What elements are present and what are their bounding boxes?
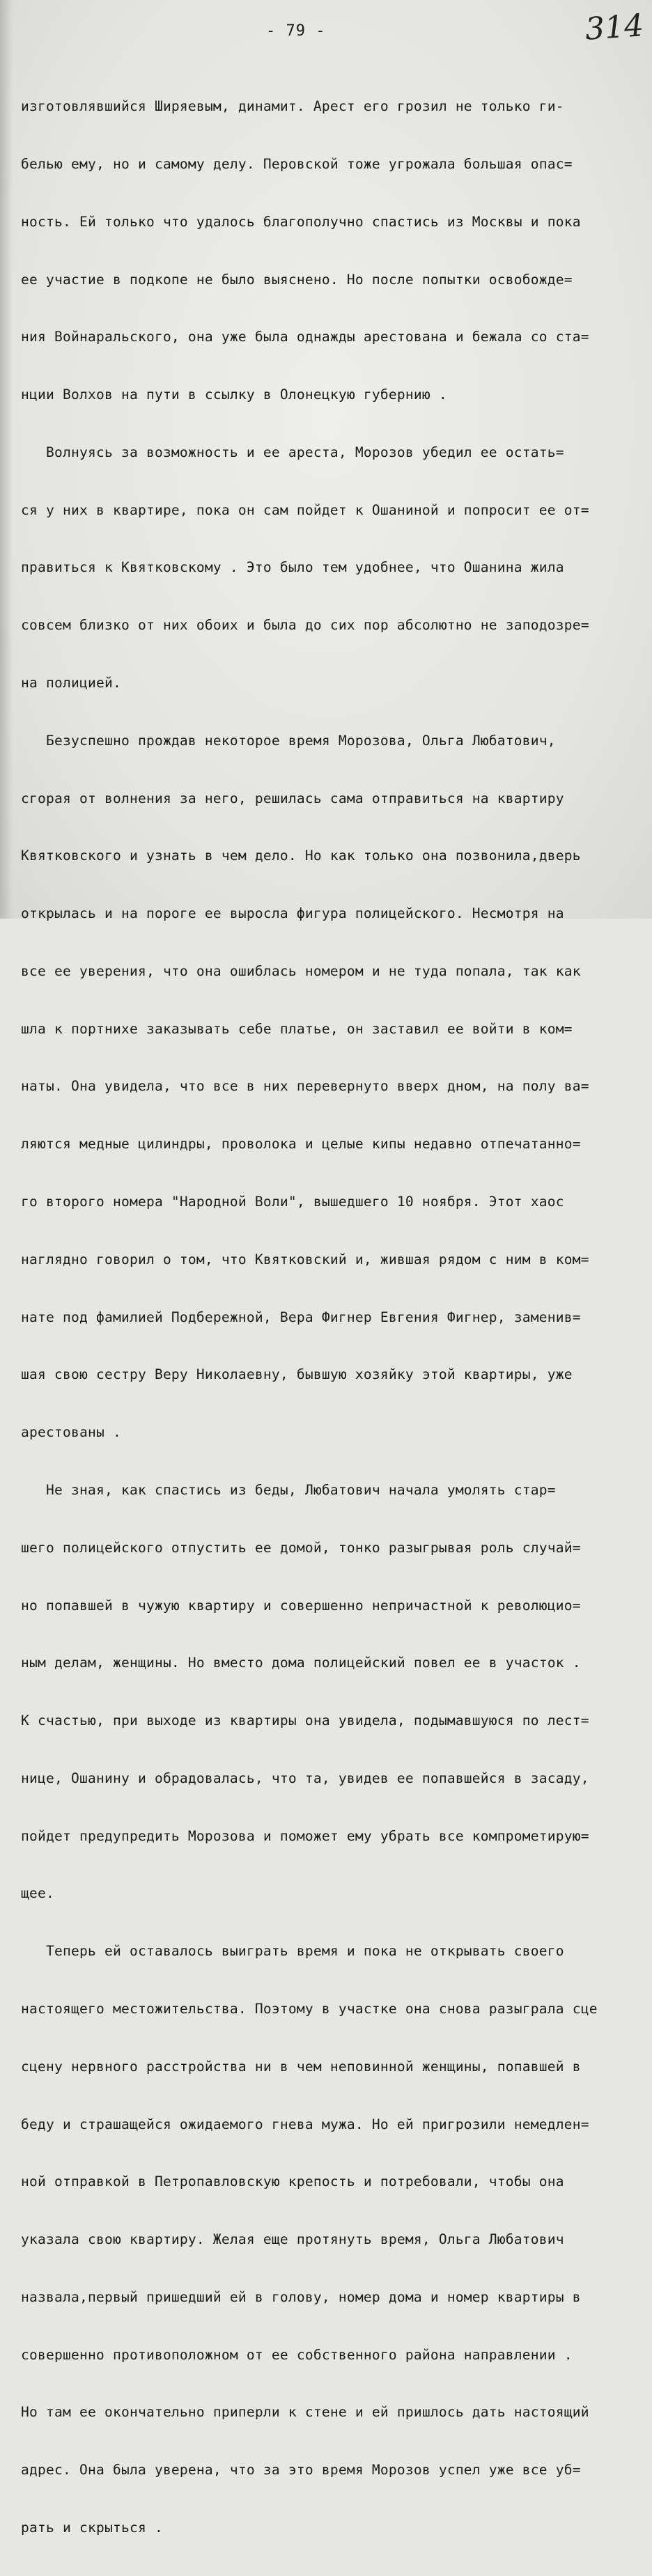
text-line: сгорая от волнения за него, решилась сама отправиться на квартиру [21,790,564,806]
text-line: назвала,первый пришедший ей в голову, номер дома и номер квартиры в [21,2288,581,2305]
text-line: наты. Она увидела, что все в них перевернуто вверх дном, на полу ва= [21,1078,589,1095]
text-line: сцену нервного расстройства ни в чем неповинной женщины, попавшей в [21,2058,581,2075]
text-line: совсем близко от них обоих и была до сих пор абсолютно не заподозре= [21,617,589,634]
text-line: все ее уверения, что она ошиблась номером и не туда попала, так как [21,962,581,979]
text-line: правиться к Квятковскому . Это было тем удобнее, что Ошанина жила [21,559,564,576]
scan-edge-shadow [0,0,13,919]
text-line: ность. Ей только что удалось благополучно спастись из Москвы и пока [21,213,581,230]
text-line: адрес. Она была уверена, что за это время Морозов успел уже все уб= [21,2462,581,2479]
text-line: Безуспешно прождав некоторое время Морозова, Ольга Любатович, [21,732,556,749]
text-line: Волнуясь за возможность и ее ареста, Морозов убедил ее остать= [21,444,564,460]
text-line: открылась и на пороге ее выросла фигура полицейского. Несмотря на [21,905,564,922]
text-line: К счастью, при выходе из квартиры она увидела, подымавшуюся по лест= [21,1712,589,1729]
text-line: белью ему, но и самому делу. Перовской тоже угрожала большая опас= [21,155,573,172]
handwritten-sheet-number: 314 [584,8,645,47]
typewritten-body [21,58,642,2576]
text-line: наглядно говорил о том, что Квятковский и, жившая рядом с ним в ком= [21,1251,589,1267]
text-line: шая свою сестру Веру Николаевну, бывшую хозяйку этой квартиры, уже [21,1366,573,1383]
text-line: изготовлявшийся Ширяевым, динамит. Арест его грозил не только ги- [21,98,564,115]
text-line: ляются медные цилиндры, проволока и целые кипы недавно отпечатанно= [21,1136,581,1153]
text-line: Не зная, как спастись из беды, Любатович начала умолять стар= [21,1481,556,1498]
text-line: нате под фамилией Подбережной, Вера Фигнер Евгения Фигнер, заменив= [21,1309,581,1325]
text-line: указала свою квартиру. Желая еще протянуть время, Ольга Любатович [21,2231,564,2248]
text-line: ной отправкой в Петропавловскую крепость и потребовали, чтобы она [21,2173,564,2190]
text-line: пойдет предупредить Морозова и поможет ему убрать все компрометирую= [21,1827,589,1844]
text-line: ным делам, женщины. Но вместо дома полицейский повел ее в участок . [21,1655,581,1671]
text-line: го второго номера "Народной Воли", вышедшего 10 ноября. Этот хаос [21,1194,564,1210]
text-line: нции Волхов на пути в ссылку в Олонецкую губернию . [21,387,447,403]
text-line: рать и скрыться . [21,2520,163,2536]
text-line: щее. [21,1885,54,1902]
text-line: арестованы . [21,1424,121,1441]
text-line: ее участие в подкопе не было выяснено. Но после попытки освобожде= [21,271,573,288]
text-line: Теперь ей оставалось выиграть время и пока не открывать своего [21,1943,564,1960]
text-line: шего полицейского отпустить ее домой, тонко разыгрывая роль случай= [21,1539,581,1556]
text-line: шла к портнихе заказывать себе платье, он заставил ее войти в ком= [21,1020,573,1037]
text-line: совершенно противоположном от ее собственного района направлении . [21,2346,573,2363]
text-line: на полицией. [21,675,121,691]
text-line: Но там ее окончательно приперли к стене и ей пришлось дать настоящий [21,2404,589,2421]
text-line: беду и страшащейся ожидаемого гнева мужа. Но ей пригрозили немедлен= [21,2116,589,2132]
text-line: настоящего местожительства. Поэтому в участке она снова разыграла сце [21,2000,598,2017]
text-line: Квятковского и узнать в чем дело. Но как только она позвонила,дверь [21,848,581,864]
page-number: - 79 - [266,22,326,40]
text-line: ся у них в квартире, пока он сам пойдет к Ошаниной и попросит ее от= [21,501,589,518]
text-line: нице, Ошанину и обрадовалась, что та, увидев ее попавшейся в засаду, [21,1770,589,1786]
text-line: ния Войнаральского, она уже была однажды арестована и бежала со ста= [21,329,589,345]
text-line: но попавшей в чужую квартиру и совершенно непричастной к революцио= [21,1597,581,1614]
